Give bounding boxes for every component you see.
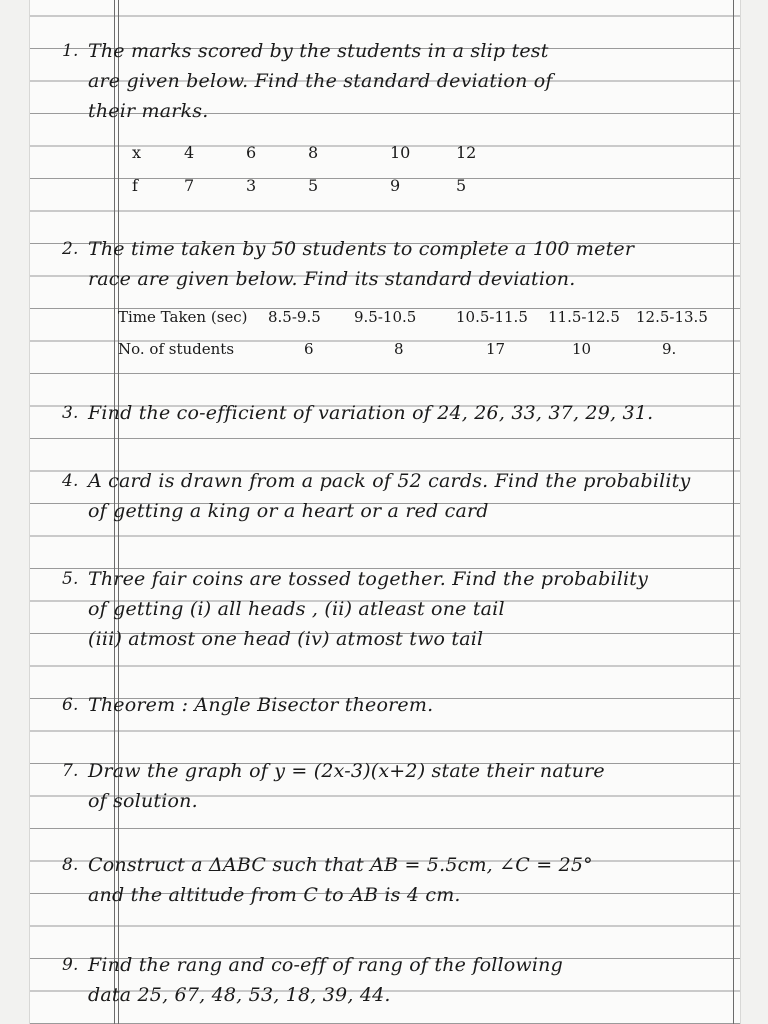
table-cell: 3 <box>246 176 257 195</box>
question-line: Find the co-efficient of variation of 24, 26, 33, 37, 29, 31. <box>88 402 654 424</box>
time-table-row-1 <box>118 308 718 330</box>
table-cell: 8 <box>308 143 319 162</box>
table-cell: 10 <box>390 143 411 162</box>
question-line: Construct a ΔABC such that AB = 5.5cm, ∠C = 25° <box>88 854 593 876</box>
question-8 <box>62 850 708 910</box>
table-cell: 7 <box>184 176 195 195</box>
question-number: 5. <box>62 569 79 589</box>
question-line: (iii) atmost one head (iv) atmost two tail <box>88 628 484 650</box>
margin-line-right <box>733 0 734 1024</box>
frequency-table-row-f <box>132 176 632 200</box>
question-6 <box>62 690 708 720</box>
table-cell: 17 <box>486 340 506 358</box>
question-line: The marks scored by the students in a slip test <box>88 40 549 62</box>
question-line: of getting (i) all heads , (ii) atleast one tail <box>88 598 505 620</box>
table-cell: 9.5-10.5 <box>354 308 417 326</box>
question-9 <box>62 950 708 1010</box>
question-3 <box>62 398 708 428</box>
question-line: data 25, 67, 48, 53, 18, 39, 44. <box>88 984 391 1006</box>
question-7 <box>62 756 708 816</box>
table-label: f <box>132 176 138 195</box>
question-line: are given below. Find the standard deviation of <box>88 70 553 92</box>
question-line: Draw the graph of y = (2x-3)(x+2) state their nature <box>88 760 605 782</box>
question-5 <box>62 564 708 654</box>
frequency-table-row-x <box>132 143 632 167</box>
question-line: The time taken by 50 students to complete a 100 meter <box>88 238 635 260</box>
table-cell: 4 <box>184 143 195 162</box>
table-cell: 9. <box>662 340 677 358</box>
table-label: x <box>132 143 142 162</box>
table-cell: 11.5-12.5 <box>548 308 620 326</box>
question-number: 3. <box>62 403 79 423</box>
table-cell: 5 <box>308 176 319 195</box>
table-cell: 9 <box>390 176 401 195</box>
question-number: 4. <box>62 471 79 491</box>
question-number: 6. <box>62 695 79 715</box>
question-line: Find the rang and co-eff of rang of the following <box>88 954 563 976</box>
question-line: of solution. <box>88 790 198 812</box>
question-4 <box>62 466 708 526</box>
question-line: and the altitude from C to AB is 4 cm. <box>88 884 461 906</box>
table-cell: 5 <box>456 176 467 195</box>
question-number: 9. <box>62 955 79 975</box>
question-line: A card is drawn from a pack of 52 cards. Find the probability <box>88 470 691 492</box>
table-label: Time Taken (sec) <box>118 308 248 326</box>
time-table-row-2 <box>118 340 718 362</box>
question-line: Three fair coins are tossed together. Find the probability <box>88 568 649 590</box>
table-label: No. of students <box>118 340 235 358</box>
question-number: 1. <box>62 41 79 61</box>
table-cell: 8 <box>394 340 404 358</box>
question-line: of getting a king or a heart or a red card <box>88 500 489 522</box>
question-line: Theorem : Angle Bisector theorem. <box>88 694 434 716</box>
table-cell: 6 <box>246 143 257 162</box>
question-2 <box>62 234 708 294</box>
question-number: 7. <box>62 761 79 781</box>
question-line: race are given below. Find its standard deviation. <box>88 268 576 290</box>
table-cell: 12 <box>456 143 477 162</box>
table-cell: 10.5-11.5 <box>456 308 528 326</box>
question-number: 2. <box>62 239 79 259</box>
question-1 <box>62 36 708 126</box>
table-cell: 8.5-9.5 <box>268 308 321 326</box>
question-line: their marks. <box>88 100 209 122</box>
table-cell: 12.5-13.5 <box>636 308 708 326</box>
table-cell: 10 <box>572 340 592 358</box>
question-number: 8. <box>62 855 79 875</box>
table-cell: 6 <box>304 340 314 358</box>
